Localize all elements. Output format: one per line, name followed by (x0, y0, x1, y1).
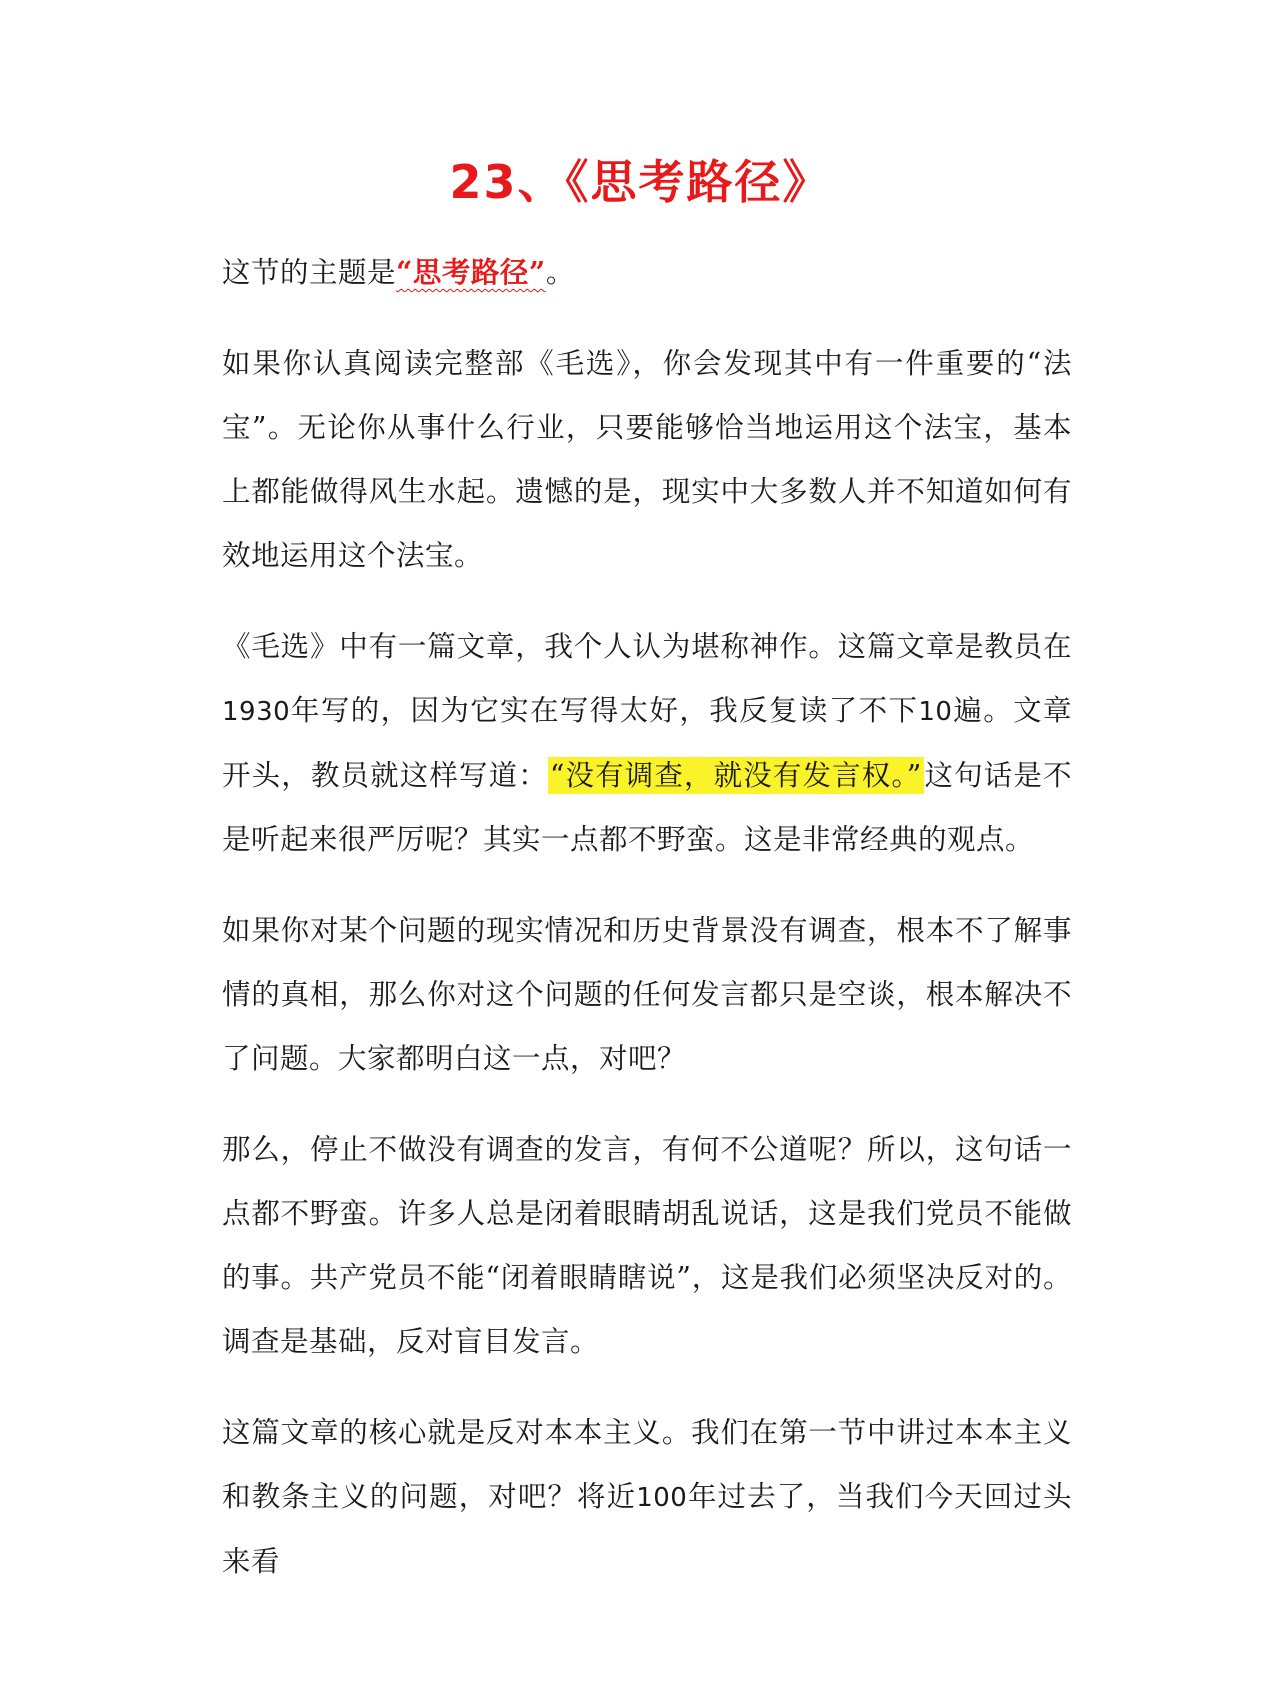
p6-text-a: 这篇文章的核心就是反对本本主义。我们在第一节中讲过本本主义和教条主义的问题，对吧？将近 (222, 1416, 1072, 1513)
paragraph-2: 如果你认真阅读完整部《毛选》，你会发现其中有一件重要的“法宝”。无论你从事什么行业，只要能够恰当地运用这个法宝，基本上都能做得风生水起。遗憾的是，现实中大多数人并不知道如何有效地运用这个法宝。 (222, 347, 1072, 572)
p6-number: 100 (636, 1483, 688, 1513)
p3-text-b: 年写的，因为它实在写得太好，我反复读了不下 (290, 694, 919, 727)
document-body (222, 240, 1072, 1621)
p1-end: 。 (545, 256, 575, 289)
page-title: 23、《思考路径》 (449, 155, 831, 209)
theme-keyword: “思考路径” (396, 255, 546, 289)
p3-year: 1930 (222, 697, 291, 727)
paragraph-5: 那么，停止不做没有调查的发言，有何不公道呢？所以，这句话一点都不野蛮。许多人总是闭着眼睛胡乱说话，这是我们党员不能做的事。共产党员不能“闭着眼睛瞎说”，这是我们必须坚决反对的。调查是基础，反对盲目发言。 (222, 1133, 1072, 1358)
paragraph-4: 如果你对某个问题的现实情况和历史背景没有调查，根本不了解事情的真相，那么你对这个问题的任何发言都只是空谈，根本解决不了问题。大家都明白这一点，对吧？ (222, 914, 1072, 1075)
paragraph-3 (222, 615, 1072, 872)
p3-text-d: 这句话是不是听起来很严厉呢？其实一点都不野蛮。这是非常经典的观点。 (222, 759, 1072, 856)
paragraph-1 (222, 240, 1072, 305)
p1-text: 这节的主题是 (222, 256, 397, 289)
p6-text-b: 年过去了，当我们今天回过头来看 (222, 1480, 1072, 1578)
p3-count: 10 (918, 697, 953, 727)
p3-text-c: 遍。文章开头，教员就这样写道： (222, 694, 1072, 792)
paragraph-6 (222, 1401, 1072, 1594)
p3-text-a: 《毛选》中有一篇文章，我个人认为堪称神作。这篇文章是教员在 (222, 630, 1072, 663)
highlighted-quote: “没有调查，就没有发言权。” (549, 759, 922, 792)
